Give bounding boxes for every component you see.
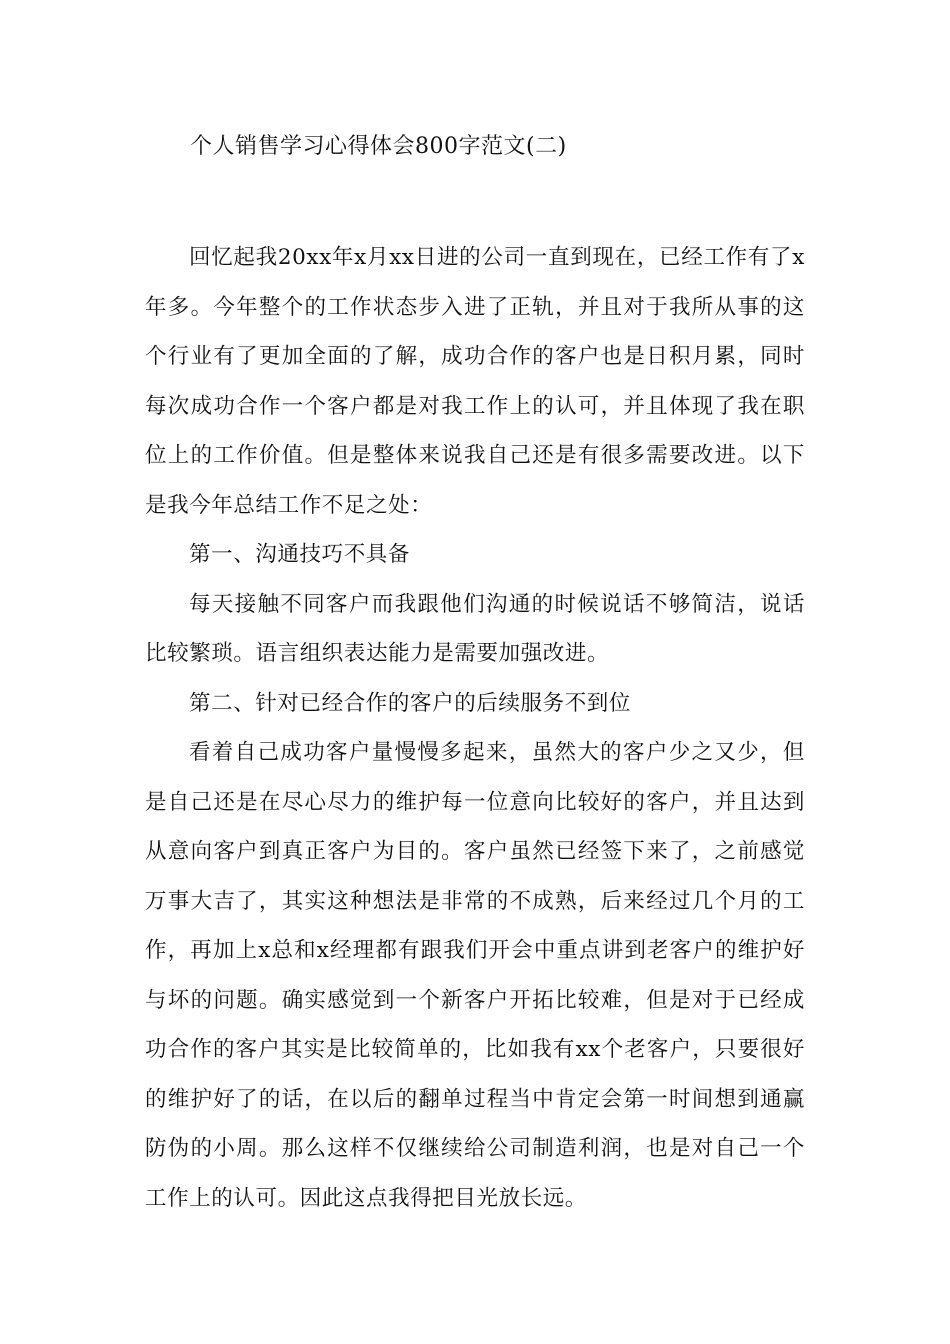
followup-service-paragraph: 看着自己成功客户量慢慢多起来，虽然大的客户少之又少，但是自己还是在尽心尽力的维护每一位意向比较好的客户，并且达到从意向客户到真正客户为目的。客户虽然已经签下来了，之前感觉万事大吉了，其实这种想法是非常的不成熟，后来经过几个月的工作，再加上x总和x经理都有跟我们开会中重点讲到老客户的维护好与坏的问题。确实感觉到一个新客户开拓比较难，但是对于已经成功合作的客户其实是比较简单的，比如我有xx个老客户，只要很好的维护好了的话，在以后的翻单过程当中肯定会第一时间想到通赢防伪的小周。那么这样不仅继续给公司制造利润，也是对自己一个工作上的认可。因此这点我得把目光放长远。 xyxy=(145,740,805,1211)
section-heading-communication: 第一、沟通技巧不具备 xyxy=(189,542,411,567)
document-title: 个人销售学习心得体会800字范文(二) xyxy=(190,134,567,159)
section-heading-followup-service: 第二、针对已经合作的客户的后续服务不到位 xyxy=(189,690,632,716)
document-body xyxy=(145,233,805,1223)
intro-paragraph: 回忆起我20xx年x月xx日进的公司一直到现在，已经工作有了x年多。今年整个的工作状态步入进了正轨，并且对于我所从事的这个行业有了更加全面的了解，成功合作的客户也是日积月累，同时每次成功合作一个客户都是对我工作上的认可，并且体现了我在职位上的工作价值。但是整体来说我自己还是有很多需要改进。以下是我今年总结工作不足之处： xyxy=(145,245,805,518)
communication-paragraph: 每天接触不同客户而我跟他们沟通的时候说话不够简洁，说话比较繁琐。语言组织表达能力是需要加强改进。 xyxy=(145,591,805,666)
